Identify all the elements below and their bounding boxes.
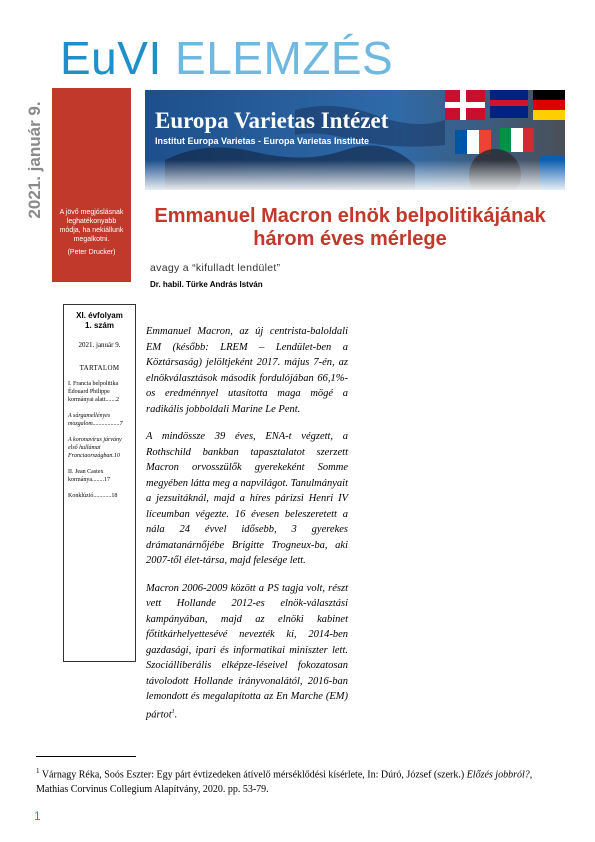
footnote-divider (36, 756, 136, 757)
quote-text: A jövő megjóslásnak leghatékonyabb módja, ha nekiállunk megalkotni. (59, 209, 124, 243)
masthead (60, 30, 393, 86)
article-body (146, 324, 348, 735)
toc-item[interactable]: Konklúzió............18 (68, 493, 118, 499)
footnote (36, 764, 566, 797)
toc-title: TARTALOM (79, 364, 120, 372)
paragraph: Macron 2006-2009 között a PS tagja volt, részt vett Hollande 2012-es elnök-választási kampányában, majd az elnöki kabinet főtitkárhelyettesévé nevezték ki, 2014-ben gazdasági, ipari és informatikai miniszter lett. Szociálliberális elképze-léseivel fokozatosan távolodott Hollande irányvonalától, 2016-ban lemondott és megalapította az En Marche (EM) pártot$^1$. (146, 582, 348, 720)
institute-banner (145, 90, 565, 190)
issue-date-vertical: 2021. január 9. (25, 101, 44, 219)
quote-box (52, 88, 131, 282)
page-number: 1 (34, 809, 41, 823)
toc-item[interactable]: II. Jean Castex kormánya........17 (68, 469, 110, 483)
table-of-contents (63, 304, 136, 662)
footnote-number: 1 (36, 767, 40, 775)
paragraph: A mindössze 39 éves, ENA-t végzett, a Rothschild bankban tapasztalatot szerzett Macron orvosszülők gyerekeként Somme megyében látta meg a napvilágot. Tanulmányait a jezsuitáknál, majd a híres párizsi Henri IV líceumban végezte. 16 évesen beleszeretett a nála 24 évvel idősebb, 3 gyerekes drámatanárnőjébe Brigitte Trogneux-ba, aki 2007-től élet-társa, majd felesége lett. (146, 431, 349, 566)
paragraph: Emmanuel Macron, az új centrista-baloldali EM (később: LREM – Lendület-ben a Köztársaság) jelöltjeként 2017. május 7-én, az elnökválasztások második fordulójában 66,1%-os eredménnyel utasította maga mögé a radikális jobboldali Marine Le Pent. (146, 326, 348, 415)
quote-author: (Peter Drucker) (67, 249, 116, 256)
masthead-euvi: EuVI (60, 32, 162, 84)
banner-title: Europa Varietas Intézet (155, 108, 389, 133)
article-subtitle: avagy a “kifulladt lendület” (150, 262, 281, 274)
footnote-reference[interactable]: 1 (171, 708, 175, 715)
toc-item[interactable]: A sárgamellényes mozgalom..................7 (68, 413, 123, 427)
toc-item[interactable]: I. Francia belpolitika Édouard Philippe kormányai alatt.......2 (68, 381, 119, 403)
toc-volume: XI. évfolyam (76, 311, 123, 320)
masthead-elemzes: ELEMZÉS (175, 32, 394, 84)
footnote-text: Várnagy Réka, Soós Eszter: Egy párt évtizedeken átívelő mérséklődési kísérlete, In: Dúró, József (szerk.) (41, 769, 465, 781)
banner-subtitle: Institut Europa Varietas - Europa Varietas Institute (155, 136, 370, 146)
toc-item[interactable]: A koronavírus járvány első hullámai Franciaországban.10 (68, 437, 122, 459)
article-headline: Emmanuel Macron elnök belpolitikájának három éves mérlege (154, 205, 546, 250)
footnote-book-title: Előzés jobbról?, (466, 769, 533, 781)
paragraph-text: Macron 2006-2009 között a PS tagja volt, részt vett Hollande 2012-es elnök-választási kampányában, majd az elnöki kabinet főtitkárhelyettesévé nevezték ki, 2014-ben gazdasági, ipari és informatikai miniszter lett. Szociálliberális elképze-léseivel fokozatosan távolodott Hollande irányvonalától, 2016-ban lemondott és megalapította az En Marche (EM) pártot (146, 582, 348, 720)
footnote-publisher: Mathias Corvinus Collegium Alapítvány, 2020. pp. 53-79. (36, 784, 269, 796)
toc-date: 2021. január 9. (78, 341, 121, 349)
toc-volume-header (68, 311, 131, 331)
article-author: Dr. habil. Türke András István (150, 280, 263, 289)
toc-number: 1. szám (85, 321, 114, 330)
